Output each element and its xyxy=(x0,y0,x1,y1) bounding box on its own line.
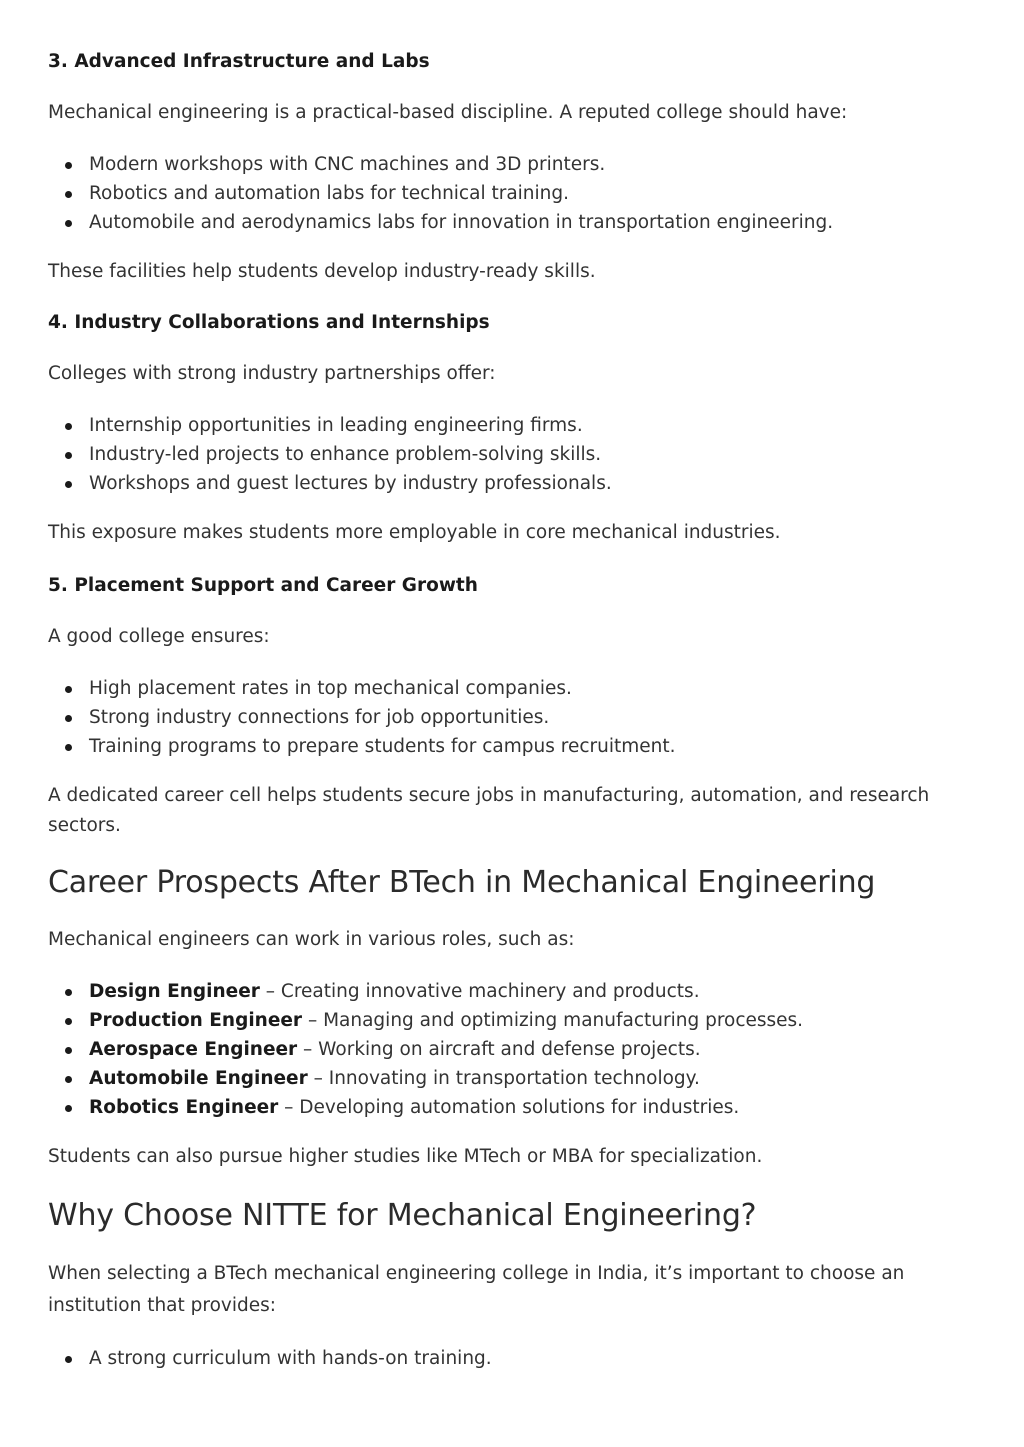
section-title-why-nitte: Why Choose NITTE for Mechanical Engineering? xyxy=(48,1198,757,1233)
list-item-text: Robotics and automation labs for technical training. xyxy=(89,183,570,204)
list-item xyxy=(48,469,968,498)
bullet-icon xyxy=(65,423,72,430)
paragraph: Colleges with strong industry partnerships offer: xyxy=(48,363,496,384)
list-item xyxy=(48,1035,968,1064)
paragraph: This exposure makes students more employable in core mechanical industries. xyxy=(48,522,781,543)
bullet-icon xyxy=(65,1018,72,1025)
paragraph: A dedicated career cell helps students secure jobs in manufacturing, automation, and research sectors. xyxy=(48,785,930,836)
role-title: Robotics Engineer xyxy=(89,1097,279,1118)
paragraph: A good college ensures: xyxy=(48,626,270,647)
paragraph: Mechanical engineering is a practical-based discipline. A reputed college should have: xyxy=(48,102,848,123)
list-item-text: Modern workshops with CNC machines and 3D printers. xyxy=(89,154,606,175)
bullet-icon xyxy=(65,162,72,169)
role-description: – Working on aircraft and defense projects. xyxy=(297,1039,701,1060)
paragraph: Mechanical engineers can work in various roles, such as: xyxy=(48,929,575,950)
paragraph: Students can also pursue higher studies like MTech or MBA for specialization. xyxy=(48,1146,763,1167)
bullet-icon xyxy=(65,744,72,751)
bullet-list-industry xyxy=(48,411,968,498)
list-item xyxy=(48,674,968,703)
list-item-text: High placement rates in top mechanical companies. xyxy=(89,678,572,699)
list-item xyxy=(48,1064,968,1093)
bullet-icon xyxy=(65,220,72,227)
list-item-text: Training programs to prepare students for campus recruitment. xyxy=(89,736,676,757)
list-item xyxy=(48,1093,968,1122)
list-item xyxy=(48,977,968,1006)
list-item xyxy=(48,208,968,237)
list-item xyxy=(48,703,968,732)
bullet-list-why-nitte xyxy=(48,1344,968,1373)
role-description: – Creating innovative machinery and products. xyxy=(259,981,700,1002)
list-item-text: Strong industry connections for job opportunities. xyxy=(89,707,550,728)
bullet-icon xyxy=(65,715,72,722)
section-title-career-prospects: Career Prospects After BTech in Mechanical Engineering xyxy=(48,865,876,900)
bullet-list-placement xyxy=(48,674,968,761)
bullet-icon xyxy=(65,191,72,198)
role-description: – Managing and optimizing manufacturing processes. xyxy=(302,1010,804,1031)
bullet-icon xyxy=(65,1076,72,1083)
section-heading-placement: 5. Placement Support and Career Growth xyxy=(48,575,478,596)
paragraph: When selecting a BTech mechanical engineering college in India, it’s important to choose an institution that provides: xyxy=(48,1263,905,1316)
list-item xyxy=(48,150,968,179)
list-item-text: Industry-led projects to enhance problem-solving skills. xyxy=(89,444,602,465)
paragraph: These facilities help students develop industry-ready skills. xyxy=(48,261,596,282)
list-item xyxy=(48,411,968,440)
list-item-text: A strong curriculum with hands-on training. xyxy=(89,1348,492,1369)
list-item-text: Internship opportunities in leading engineering firms. xyxy=(89,415,583,436)
list-item xyxy=(48,440,968,469)
bullet-list-infrastructure xyxy=(48,150,968,237)
section-heading-industry: 4. Industry Collaborations and Internships xyxy=(48,312,490,333)
bullet-icon xyxy=(65,481,72,488)
article-body xyxy=(48,48,968,1373)
bullet-icon xyxy=(65,1356,72,1363)
list-item xyxy=(48,1006,968,1035)
section-heading-infrastructure: 3. Advanced Infrastructure and Labs xyxy=(48,51,430,72)
list-item xyxy=(48,179,968,208)
role-title: Design Engineer xyxy=(89,981,260,1002)
role-title: Production Engineer xyxy=(89,1010,303,1031)
bullet-icon xyxy=(65,1105,72,1112)
list-item xyxy=(48,1344,968,1373)
list-item-text: Workshops and guest lectures by industry professionals. xyxy=(89,473,612,494)
list-item xyxy=(48,732,968,761)
bullet-icon xyxy=(65,1047,72,1054)
bullet-icon xyxy=(65,686,72,693)
career-roles-list xyxy=(48,977,968,1122)
bullet-icon xyxy=(65,989,72,996)
role-title: Aerospace Engineer xyxy=(89,1039,298,1060)
role-description: – Innovating in transportation technology. xyxy=(307,1068,700,1089)
role-description: – Developing automation solutions for industries. xyxy=(278,1097,740,1118)
role-title: Automobile Engineer xyxy=(89,1068,308,1089)
bullet-icon xyxy=(65,452,72,459)
list-item-text: Automobile and aerodynamics labs for innovation in transportation engineering. xyxy=(89,212,834,233)
